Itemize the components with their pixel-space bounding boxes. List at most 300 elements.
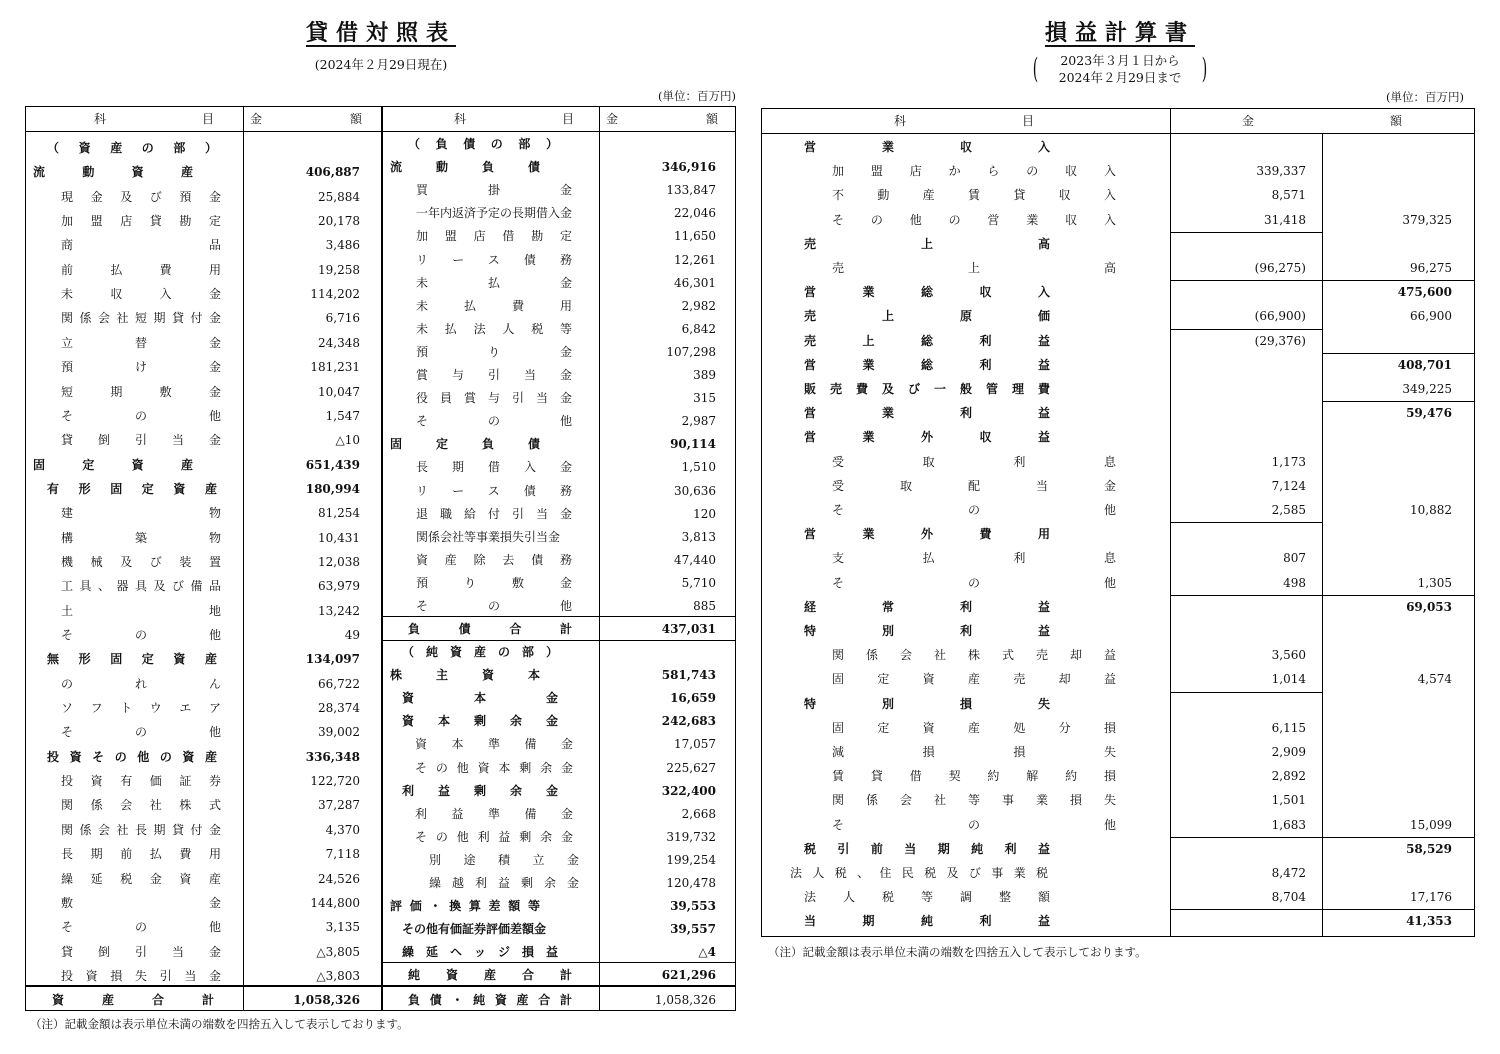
liability-amount: 90,114 [670,437,716,452]
pl-label: 売上高 [804,236,1050,251]
pl-label: 固定資産処分損 [832,720,1116,735]
pl-row [762,571,1474,595]
income-statement-title: 損益計算書 [1044,20,1195,46]
pl-row [762,861,1474,885]
net-asset-row [382,918,736,941]
asset-label: 加盟店貸勘定 [61,214,221,229]
net-asset-label: その他有価証券評価差額金 [402,922,547,937]
pl-label: 営業総利益 [804,357,1050,372]
pl-label: その他 [832,503,1116,517]
pl-label: 税引前当期純利益 [804,841,1050,856]
asset-amount: 24,526 [318,871,360,886]
liability-label: 買掛金 [416,183,572,198]
net-assets-total-label: 純資産合計 [408,968,572,982]
asset-row [25,793,381,817]
pl-label: 加盟店からの収入 [832,164,1116,179]
liability-row [382,272,736,295]
net-asset-row [382,803,736,826]
pl-label: 販売費及び一般管理費 [804,382,1050,396]
pl-amount-detail: 2,909 [1271,745,1306,759]
asset-row [25,623,381,647]
asset-amount: 144,800 [310,895,360,910]
asset-amount: 37,287 [318,798,360,813]
asset-amount: 6,716 [325,311,360,326]
asset-amount: △3,805 [316,944,360,959]
liability-amount: 885 [693,599,716,613]
pl-amount-detail: 8,571 [1271,188,1306,203]
asset-amount: 181,231 [310,360,360,375]
pl-label: 特別損失 [804,696,1050,711]
pl-label: 営業収入 [804,140,1050,154]
pl-label: 営業外費用 [804,527,1050,542]
net-asset-row [382,849,736,872]
pl-row [762,353,1474,377]
asset-amount: 134,097 [305,652,360,667]
asset-amount: 3,135 [325,920,360,935]
pl-label: 法人税等調整額 [804,890,1050,905]
pl-row [762,425,1474,449]
asset-amount: 19,258 [318,262,360,277]
asset-label: 工具、器具及び備品 [61,579,221,594]
pl-row [762,788,1474,812]
pl-label: 売上原価 [804,309,1050,324]
net-asset-row [382,780,736,803]
liability-row [382,202,736,225]
pl-row [762,256,1474,280]
liability-amount: 5,710 [681,575,716,590]
liability-row [382,503,736,526]
pl-section-line [1170,280,1322,281]
pl-amount-total: 58,529 [1406,841,1452,856]
asset-row [25,428,381,452]
pl-amount-detail: 498 [1283,575,1306,590]
liability-amount: 1,510 [681,460,716,475]
pl-section-line [1170,909,1322,910]
liability-row [382,410,736,433]
asset-amount: 20,178 [318,214,360,229]
pl-row [762,450,1474,474]
asset-label: 立替金 [61,335,221,350]
pl-label: その他 [832,575,1116,590]
asset-row [25,964,381,988]
asset-label: 関係会社株式 [61,798,221,813]
pl-amount-total: 475,600 [1397,285,1452,300]
asset-label: 投資その他の資産 [47,749,217,764]
net-asset-label: 株主資本 [390,668,540,683]
asset-label: 流動資産 [33,165,193,180]
asset-amount: 49 [344,628,360,642]
net-asset-label: その他資本剰余金 [415,760,573,775]
asset-label: 現金及び預金 [61,189,221,204]
pl-row [762,667,1474,691]
pl-row [762,208,1474,232]
asset-label: 敷金 [61,895,221,910]
asset-label: 固定資産 [33,457,193,472]
liability-row [382,456,736,479]
liability-label: 一年内返済予定の長期借入金 [416,206,573,221]
asset-row [25,720,381,744]
asset-label: 短期敷金 [61,384,221,399]
net-asset-row [382,872,736,895]
net-asset-amount: 581,743 [661,668,716,683]
asset-label: 商品 [61,238,221,253]
net-asset-row [382,895,736,918]
liabilities-total-amount: 437,031 [661,622,716,636]
net-asset-row [382,757,736,780]
asset-label: 繰延税金資産 [61,871,221,886]
liability-label: 未払費用 [416,298,572,313]
pl-row [762,643,1474,667]
pl-row [762,522,1474,546]
pl-label: 受取配当金 [832,478,1116,493]
pl-section-line [1170,595,1322,596]
net-asset-amount: 242,683 [661,714,716,729]
period-bracket-left: ( [1032,52,1039,85]
pl-label: 当期純利益 [804,914,1050,929]
liability-amount: 389 [693,368,716,382]
assets-total-amount: 1,058,326 [293,993,360,1007]
net-asset-amount: 120,478 [666,876,716,890]
liability-amount: 11,650 [674,229,716,244]
asset-label: のれん [61,676,221,691]
liability-row [382,341,736,364]
asset-amount: 7,118 [325,847,360,862]
pl-row [762,329,1474,353]
asset-label: 預け金 [61,360,221,375]
liability-label: （負債の部） [408,137,558,151]
asset-amount: 10,047 [318,384,360,399]
liability-row [382,133,736,156]
bs-header-item-left: 科目 [94,112,214,126]
bs-header-item-right: 科目 [454,112,574,126]
pl-amount-total: 59,476 [1406,406,1452,421]
pl-row [762,377,1474,401]
pl-amount-total: 4,574 [1417,672,1452,687]
asset-row [25,355,381,379]
liability-amount: 6,842 [681,321,716,336]
income-statement-note: （注）記載金額は表示単位未満の端数を四捨五入して表示しております。 [768,945,1147,959]
net-asset-label: 利益剰余金 [402,783,558,798]
asset-row [25,380,381,404]
liability-row [382,480,736,503]
asset-row [25,136,381,160]
pl-amount-total: 41,353 [1406,914,1452,929]
asset-row [25,233,381,257]
pl-section-line [1170,232,1322,233]
income-statement-period [1030,52,1210,86]
asset-row [25,550,381,574]
net-asset-amount: 39,557 [670,922,716,937]
pl-amount-detail: 807 [1283,551,1306,566]
pl-row [762,764,1474,788]
liability-amount: 133,847 [666,183,716,198]
pl-amount-total: 69,053 [1406,599,1452,614]
asset-label: ソフトウエア [61,701,221,716]
liability-row [382,595,736,618]
asset-label: 有形固定資産 [47,481,217,496]
asset-row [25,160,381,184]
liab-net-total-amount: 1,058,326 [654,993,716,1007]
asset-row [25,185,381,209]
net-asset-label: 利益準備金 [415,806,573,821]
pl-amount-detail: 2,585 [1271,503,1306,517]
pl-amount-total: 379,325 [1402,212,1452,227]
pl-row [762,474,1474,498]
pl-row [762,692,1474,716]
liability-amount: 30,636 [674,483,716,498]
liability-row [382,318,736,341]
income-statement-unit: (単位：百万円) [1386,90,1464,104]
period-line-1: 2023年３月１日から [1060,53,1180,68]
asset-label: 長期前払費用 [61,847,221,862]
liab-net-total-label: 負債・純資産合計 [408,993,572,1007]
asset-amount: 12,038 [318,554,360,569]
net-asset-label: 繰越利益剰余金 [429,876,579,890]
liability-amount: 3,813 [681,529,716,544]
bs-header-line [25,131,736,132]
liability-row [382,433,736,456]
liability-label: 退職給付引当金 [416,506,572,521]
liabilities-total-label: 負債合計 [408,622,572,636]
pl-row [762,304,1474,328]
asset-row [25,915,381,939]
asset-row [25,209,381,233]
asset-row [25,258,381,282]
pl-amount-detail: 1,683 [1271,817,1306,832]
pl-header-item: 科目 [894,114,1034,128]
net-asset-amount: 199,254 [666,852,716,867]
pl-label: 特別利益 [804,624,1050,638]
assets-total-label: 資産合計 [52,993,214,1007]
asset-row [25,453,381,477]
pl-amount-total: 17,176 [1410,890,1452,905]
liability-label: その他 [416,414,572,429]
pl-label: 関係会社株式売却益 [832,648,1116,663]
liability-amount: 46,301 [674,275,716,290]
asset-amount: 25,884 [318,189,360,204]
pl-amount-total: 15,099 [1410,817,1452,832]
asset-row [25,599,381,623]
net-asset-amount: 2,668 [681,806,716,821]
period-line-2: 2024年２月29日まで [1058,70,1182,85]
liability-label: 預り金 [416,344,572,359]
liability-label: その他 [416,599,572,613]
pl-amount-detail: (96,275) [1254,261,1306,275]
pl-amount-detail: (29,376) [1254,333,1306,348]
net-assets-total-amount: 621,296 [661,968,716,982]
liability-row [382,364,736,387]
asset-amount: 4,370 [325,822,360,837]
pl-label: 売上総利益 [804,333,1050,348]
liability-label: 賞与引当金 [416,368,572,382]
asset-amount: 63,979 [318,579,360,594]
asset-row [25,331,381,355]
pl-row [762,546,1474,570]
asset-label: 構築物 [61,530,221,545]
liability-label: 未払法人税等 [416,321,572,336]
pl-amount-total: 408,701 [1397,357,1452,372]
pl-label: 不動産賃貸収入 [832,188,1116,203]
net-asset-row [382,664,736,687]
pl-section-line [1170,837,1322,838]
net-asset-label: その他利益剰余金 [415,829,573,844]
asset-row [25,404,381,428]
pl-amount-total: 10,882 [1410,503,1452,517]
pl-amount-detail: 6,115 [1271,720,1306,735]
pl-section-line [1170,692,1322,693]
asset-amount: 24,348 [318,335,360,350]
asset-label: 関係会社短期貸付金 [61,311,221,326]
net-asset-row [382,733,736,756]
pl-row [762,280,1474,304]
net-asset-row [382,941,736,964]
pl-amount-detail: 7,124 [1271,478,1306,493]
pl-row [762,885,1474,909]
net-asset-label: 資本金 [402,691,558,706]
pl-label: 減損損失 [832,745,1116,759]
liability-row [382,179,736,202]
bs-header-amount-right: 金額 [606,112,718,126]
liability-label: リース債務 [416,252,572,267]
asset-label: その他 [61,628,221,642]
pl-label: 法人税、住民税及び事業税 [790,866,1048,880]
balance-sheet-date: (2024年２月29日現在) [314,57,448,72]
asset-amount: 81,254 [318,506,360,521]
net-asset-amount: △4 [698,945,716,960]
liability-amount: 107,298 [666,344,716,359]
asset-label: 関係会社長期貸付金 [61,822,221,837]
pl-amount-detail: 31,418 [1264,212,1306,227]
liability-label: 未払金 [416,275,572,290]
pl-row [762,740,1474,764]
liability-label: 資産除去債務 [416,552,572,567]
liability-amount: 47,440 [674,552,716,567]
pl-amount-detail: 1,501 [1271,793,1306,808]
liability-label: 役員賞与引当金 [416,391,572,406]
liability-label: 関係会社等事業損失引当金 [416,529,561,544]
liability-label: リース債務 [416,483,572,498]
asset-amount: 122,720 [310,774,360,789]
net-asset-amount: 319,732 [666,829,716,844]
net-asset-label: 資本準備金 [415,737,573,752]
pl-row [762,837,1474,861]
asset-amount: 651,439 [305,457,360,472]
pl-amount-detail: (66,900) [1254,309,1306,324]
liability-row [382,549,736,572]
liability-row [382,387,736,410]
asset-amount: 39,002 [318,725,360,740]
liability-amount: 346,916 [661,160,716,175]
asset-label: 前払費用 [61,262,221,277]
net-asset-amount: 322,400 [661,783,716,798]
net-asset-label: （純資産の部） [402,645,558,659]
pl-row [762,401,1474,425]
asset-amount: 3,486 [325,238,360,253]
pl-row [762,595,1474,619]
pl-label: 関係会社等事業損失 [832,793,1116,808]
pl-row [762,619,1474,643]
asset-label: 土地 [61,603,221,618]
pl-amount-detail: 8,704 [1271,890,1306,905]
asset-label: 未収入金 [61,287,221,302]
period-bracket-right: ) [1201,52,1208,85]
liability-row [382,156,736,179]
asset-row [25,282,381,306]
pl-amount-detail: 1,014 [1271,672,1306,687]
liability-label: 固定負債 [390,437,540,452]
pl-amount-detail: 339,337 [1256,164,1306,179]
asset-amount: 1,547 [325,408,360,423]
pl-amount-detail: 3,560 [1271,648,1306,663]
pl-amount-detail: 1,173 [1271,454,1306,469]
pl-label: その他の営業収入 [832,212,1116,227]
pl-amount-total: 1,305 [1417,575,1452,590]
pl-label: 営業利益 [804,406,1050,421]
net-asset-row [382,710,736,733]
liability-amount: 22,046 [674,206,716,221]
liability-label: 流動負債 [390,160,540,175]
asset-row [25,940,381,964]
asset-row [25,477,381,501]
pl-row [762,813,1474,837]
liability-row [382,249,736,272]
asset-row [25,526,381,550]
asset-row [25,867,381,891]
pl-amount-total: 66,900 [1410,309,1452,324]
asset-amount: 10,431 [318,530,360,545]
asset-row [25,891,381,915]
asset-row [25,818,381,842]
net-asset-row [382,641,736,664]
liability-amount: 120 [693,506,716,521]
pl-label: 営業総収入 [804,285,1050,300]
pl-amount-total: 96,275 [1410,261,1452,275]
asset-label: その他 [61,408,221,423]
asset-row [25,672,381,696]
liability-label: 長期借入金 [416,460,572,475]
pl-header-amount: 金額 [1242,114,1402,128]
net-asset-label: 繰延ヘッジ損益 [402,945,558,960]
pl-label: 経常利益 [804,599,1050,614]
liability-row [382,225,736,248]
pl-label: 受取利息 [832,454,1116,469]
net-asset-label: 資本剰余金 [402,714,558,729]
asset-label: 機械及び装置 [61,554,221,569]
asset-label: 貸倒引当金 [61,944,221,959]
liability-label: 加盟店借勘定 [416,229,572,244]
pl-row [762,159,1474,183]
asset-row [25,501,381,525]
asset-row [25,842,381,866]
asset-row [25,574,381,598]
asset-amount: 406,887 [305,165,360,180]
asset-amount: 28,374 [318,701,360,716]
liability-amount: 315 [693,391,716,406]
liability-row [382,295,736,318]
pl-row [762,909,1474,933]
pl-header-line [761,133,1475,134]
asset-amount: 114,202 [310,287,360,302]
asset-label: その他 [61,920,221,935]
pl-label: 固定資産売却益 [832,672,1116,687]
asset-amount: 180,994 [305,481,360,496]
asset-row [25,745,381,769]
net-asset-amount: 39,553 [670,899,716,914]
asset-amount: 336,348 [305,749,360,764]
asset-row [25,306,381,330]
net-asset-amount: 225,627 [666,760,716,775]
pl-amount-detail: 8,472 [1271,866,1306,880]
